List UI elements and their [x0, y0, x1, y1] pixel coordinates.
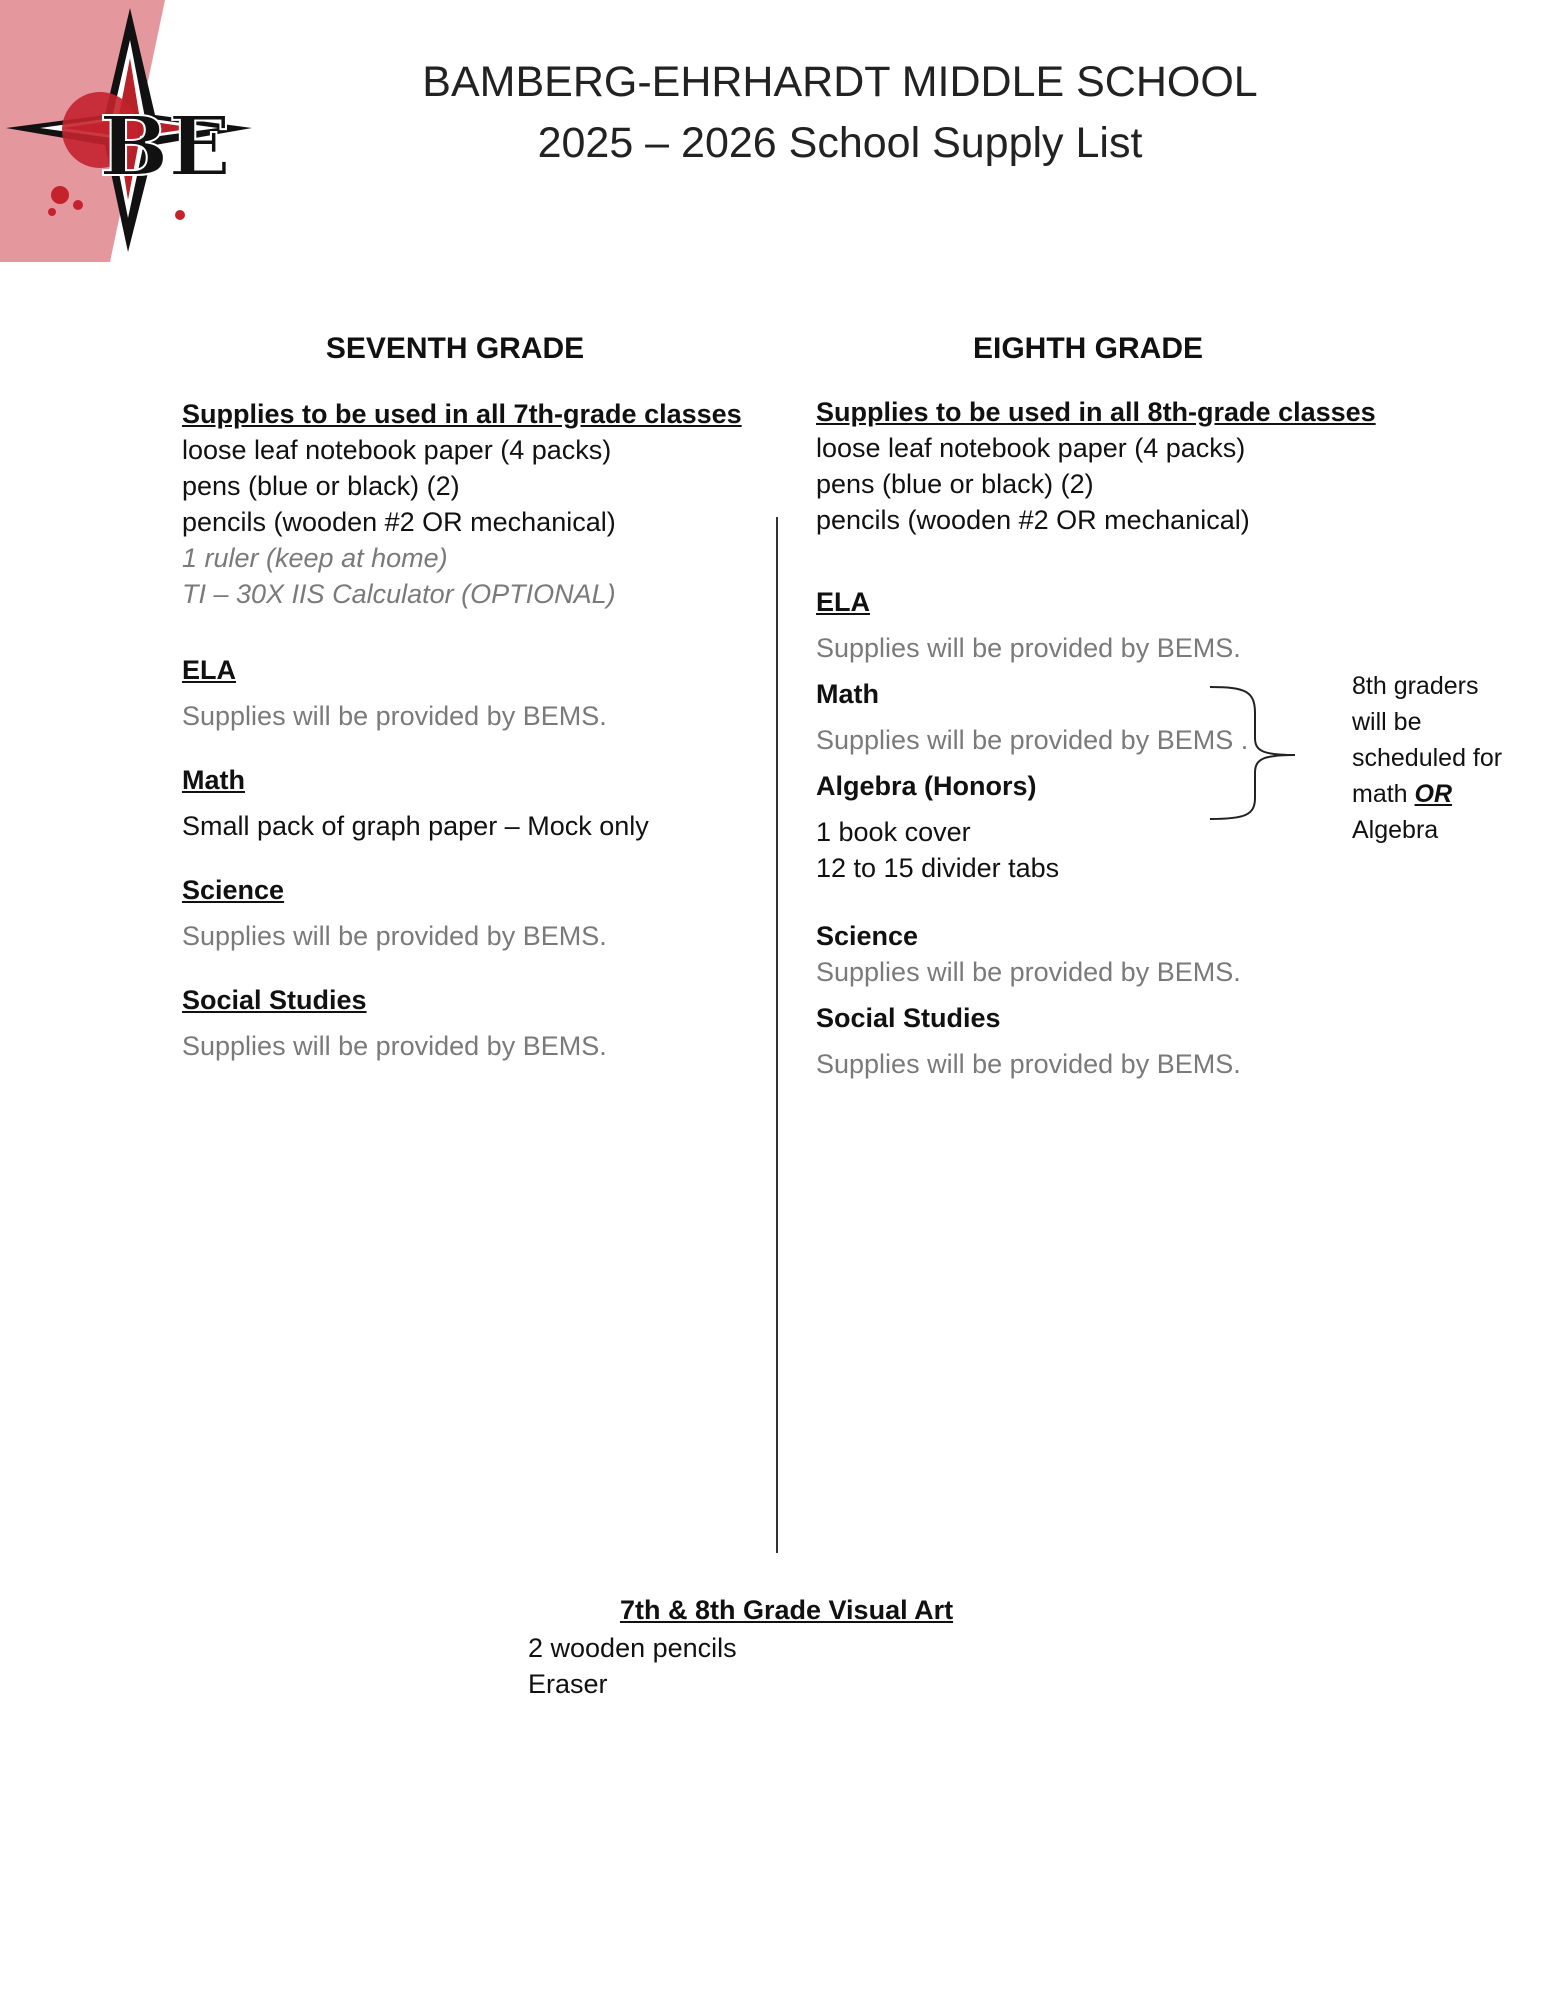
eighth-math-text: Supplies will be provided by BEMS .: [816, 725, 1249, 755]
school-name-heading: BAMBERG-EHRHARDT MIDDLE SCHOOL: [422, 58, 1258, 106]
eighth-math-label: Math: [816, 679, 879, 709]
note-line: Algebra: [1352, 816, 1439, 844]
curly-brace-icon: [1205, 683, 1300, 823]
list-item: loose leaf notebook paper (4 packs): [816, 433, 1246, 463]
list-item: 1 ruler (keep at home): [182, 543, 448, 573]
eighth-social-studies-text: Supplies will be provided by BEMS.: [816, 1049, 1241, 1079]
eighth-ela-label: ELA: [816, 587, 870, 617]
seventh-math-label: Math: [182, 765, 245, 795]
column-divider: [776, 517, 778, 1553]
list-item: loose leaf notebook paper (4 packs): [182, 435, 612, 465]
list-item: pens (blue or black) (2): [816, 469, 1094, 499]
list-item: pencils (wooden #2 OR mechanical): [182, 507, 616, 537]
list-item: pens (blue or black) (2): [182, 471, 460, 501]
supply-list-title: 2025 – 2026 School Supply List: [537, 119, 1143, 167]
list-item: pencils (wooden #2 OR mechanical): [816, 505, 1250, 535]
eighth-social-studies-label: Social Studies: [816, 1003, 1001, 1033]
note-line: scheduled for: [1352, 744, 1503, 772]
note-line: will be: [1352, 708, 1422, 736]
seventh-all-classes-header: Supplies to be used in all 7th-grade classes: [182, 399, 742, 429]
eighth-algebra-label: Algebra (Honors): [816, 771, 1037, 801]
seventh-ela-label: ELA: [182, 655, 236, 685]
visual-art-heading: 7th & 8th Grade Visual Art: [620, 1595, 954, 1625]
eighth-ela-text: Supplies will be provided by BEMS.: [816, 633, 1241, 663]
note-line: 8th graders: [1352, 672, 1479, 700]
school-logo: [0, 0, 260, 262]
note-word: math: [1352, 780, 1408, 808]
eighth-science-label: Science: [816, 921, 919, 951]
list-item: Eraser: [528, 1669, 608, 1699]
list-item: TI – 30X IIS Calculator (OPTIONAL): [182, 579, 616, 609]
eighth-grade-heading: EIGHTH GRADE: [972, 332, 1203, 365]
logo-lettering: BE: [99, 99, 231, 195]
visual-art-list: [528, 1630, 737, 1702]
list-item: 1 book cover: [816, 817, 971, 847]
list-item: 12 to 15 divider tabs: [816, 853, 1060, 883]
note-or-emphasis: OR: [1414, 780, 1453, 808]
list-item: 2 wooden pencils: [528, 1633, 737, 1663]
seventh-grade-heading: SEVENTH GRADE: [325, 332, 585, 365]
seventh-science-text: Supplies will be provided by BEMS.: [182, 921, 607, 951]
seventh-social-studies-text: Supplies will be provided by BEMS.: [182, 1031, 607, 1061]
seventh-grade-column: [182, 396, 742, 1064]
seventh-ela-text: Supplies will be provided by BEMS.: [182, 701, 607, 731]
eighth-all-classes-header: Supplies to be used in all 8th-grade classes: [816, 397, 1376, 427]
visual-art-heading-wrap: [620, 1592, 953, 1628]
eighth-math-schedule-note: [1352, 668, 1502, 848]
seventh-science-label: Science: [182, 875, 285, 905]
seventh-math-text: Small pack of graph paper – Mock only: [182, 811, 649, 841]
seventh-social-studies-label: Social Studies: [182, 985, 367, 1015]
eighth-science-text: Supplies will be provided by BEMS.: [816, 957, 1241, 987]
note-line: [1352, 776, 1502, 812]
